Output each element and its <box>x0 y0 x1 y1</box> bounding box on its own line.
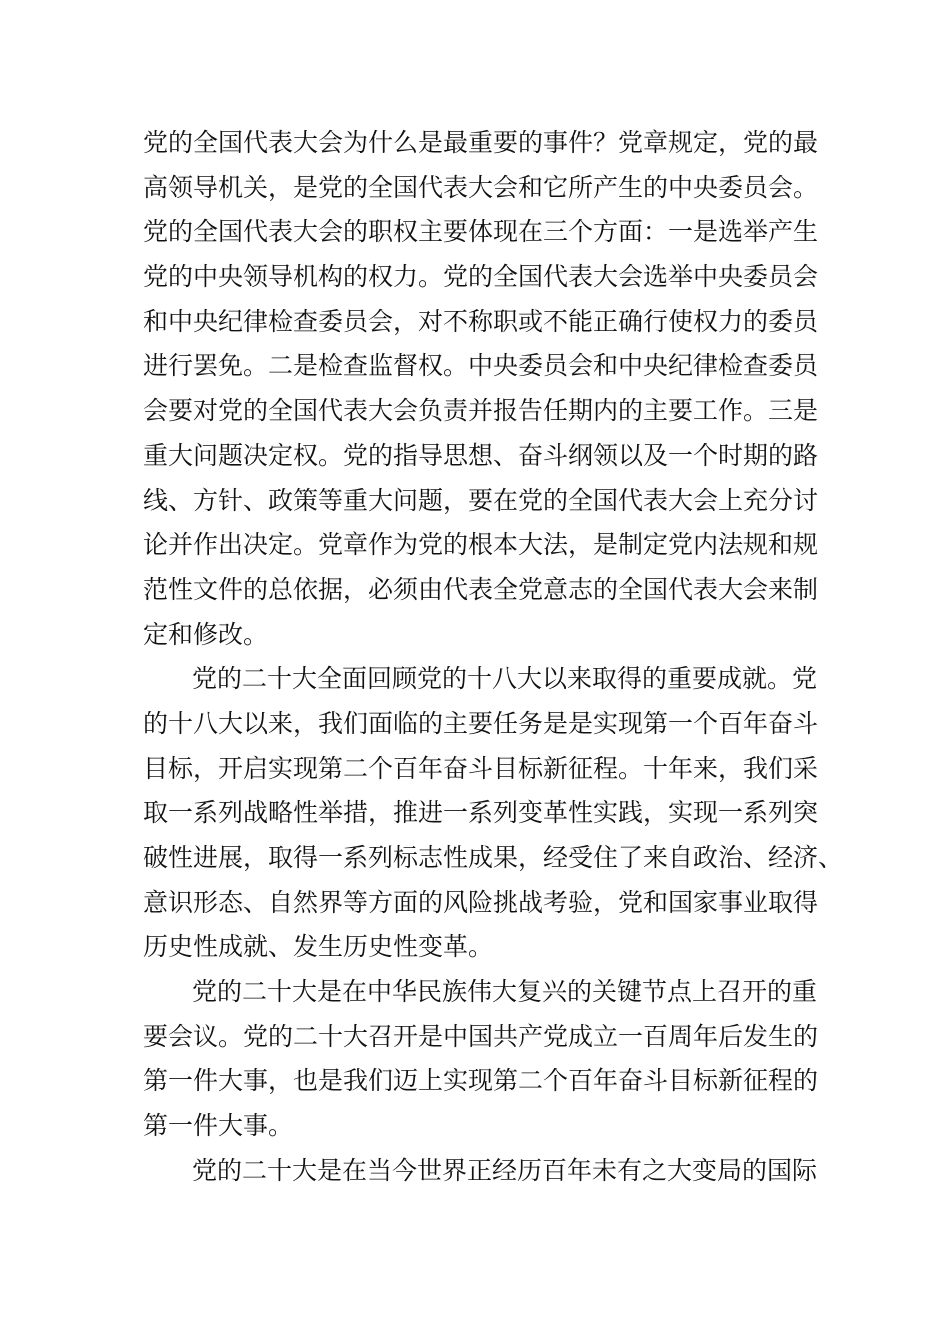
paragraph-start-line: 党的二十大是在中华民族伟大复兴的关键节点上召开的重 <box>192 977 818 1007</box>
text-line: 会要对党的全国代表大会负责并报告任期内的主要工作。三是 <box>143 396 819 426</box>
text-line: 和中央纪律检查委员会，对不称职或不能正确行使权力的委员 <box>143 306 819 336</box>
text-line: 目标，开启实现第二个百年奋斗目标新征程。十年来，我们采 <box>143 753 819 783</box>
text-line: 定和修改。 <box>143 619 269 649</box>
text-line: 第一件大事。 <box>143 1111 294 1141</box>
paragraph-start-line: 党的二十大是在当今世界正经历百年未有之大变局的国际 <box>192 1155 818 1185</box>
text-line: 历史性成就、发生历史性变革。 <box>143 932 494 962</box>
text-line: 重大问题决定权。党的指导思想、奋斗纲领以及一个时期的路 <box>143 440 819 470</box>
text-line: 取一系列战略性举措，推进一系列变革性实践，实现一系列突 <box>143 798 819 828</box>
text-line: 线、方针、政策等重大问题，要在党的全国代表大会上充分讨 <box>143 485 819 515</box>
text-line: 论并作出决定。党章作为党的根本大法，是制定党内法规和规 <box>143 530 819 560</box>
text-line: 党的中央领导机构的权力。党的全国代表大会选举中央委员会 <box>143 262 819 292</box>
paragraph-start-line: 党的二十大全面回顾党的十八大以来取得的重要成就。党 <box>192 664 818 694</box>
text-line: 党的全国代表大会的职权主要体现在三个方面：一是选举产生 <box>143 217 819 247</box>
text-line: 范性文件的总依据，必须由代表全党意志的全国代表大会来制 <box>143 574 819 604</box>
text-line: 要会议。党的二十大召开是中国共产党成立一百周年后发生的 <box>143 1021 819 1051</box>
text-line: 党的全国代表大会为什么是最重要的事件？党章规定，党的最 <box>143 128 819 157</box>
text-line: 意识形态、自然界等方面的风险挑战考验，党和国家事业取得 <box>143 887 819 917</box>
text-line: 的十八大以来，我们面临的主要任务是是实现第一个百年奋斗 <box>143 708 819 738</box>
text-line: 破性进展，取得一系列标志性成果，经受住了来自政治、经济、 <box>143 843 844 872</box>
text-line: 进行罢免。二是检查监督权。中央委员会和中央纪律检查委员 <box>143 351 819 381</box>
text-line: 高领导机关，是党的全国代表大会和它所产生的中央委员会。 <box>143 172 819 202</box>
body-text <box>143 121 843 1194</box>
text-line: 第一件大事，也是我们迈上实现第二个百年奋斗目标新征程的 <box>143 1066 819 1096</box>
